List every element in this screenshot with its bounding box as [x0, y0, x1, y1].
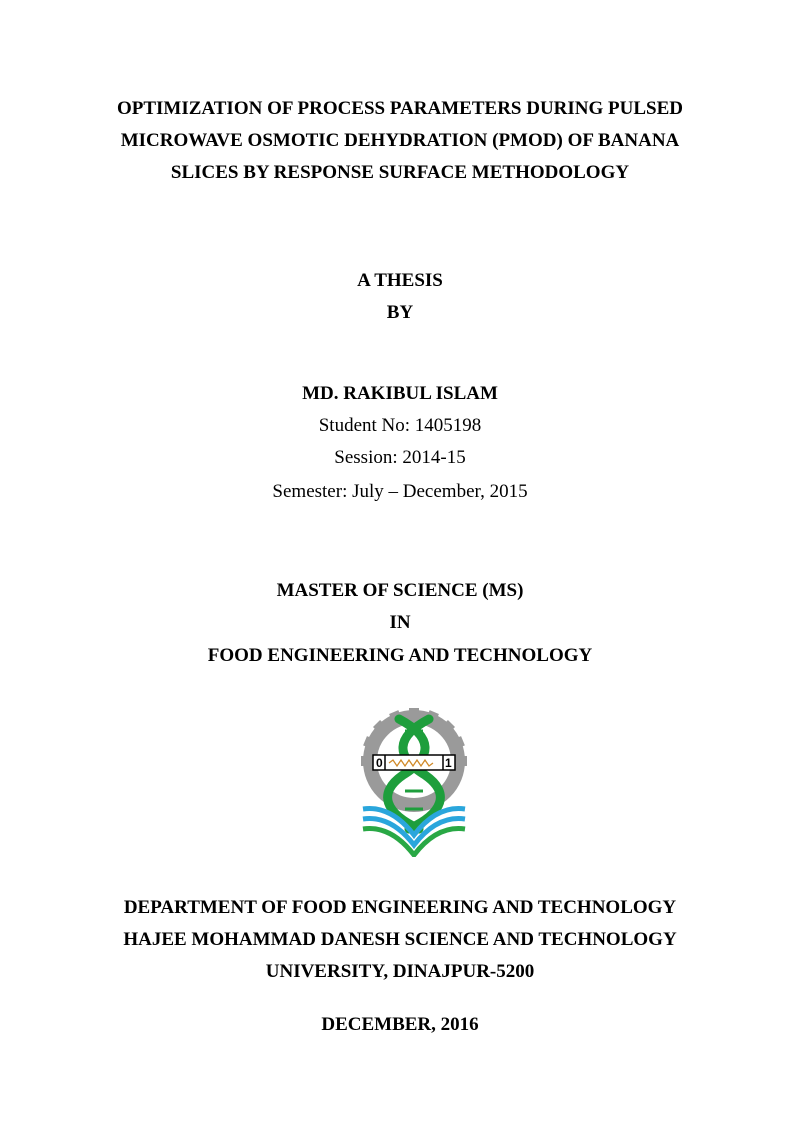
- by-label: BY: [386, 302, 414, 323]
- open-book-icon: [363, 809, 465, 855]
- logo-text-zero: 0: [376, 756, 383, 770]
- logo-text-one: 1: [445, 756, 452, 770]
- degree-field: FOOD ENGINEERING AND TECHNOLOGY: [207, 645, 593, 666]
- submission-date: DECEMBER, 2016: [321, 1014, 479, 1035]
- department-name: DEPARTMENT OF FOOD ENGINEERING AND TECHNOLOGY: [123, 897, 677, 918]
- title-line-3: SLICES BY RESPONSE SURFACE METHODOLOGY: [170, 162, 630, 183]
- thesis-label: A THESIS: [357, 270, 443, 291]
- session: Session: 2014-15: [334, 447, 466, 468]
- degree-name: MASTER OF SCIENCE (MS): [276, 580, 524, 601]
- binary-bar: [373, 755, 455, 770]
- university-name-line-1: HAJEE MOHAMMAD DANESH SCIENCE AND TECHNOLOGY: [123, 929, 677, 950]
- student-number: Student No: 1405198: [318, 415, 482, 436]
- university-name-line-2: UNIVERSITY, DINAJPUR-5200: [265, 961, 535, 982]
- degree-in-label: IN: [389, 612, 411, 633]
- title-line-1: OPTIMIZATION OF PROCESS PARAMETERS DURING PULSED: [116, 98, 683, 119]
- title-line-2: MICROWAVE OSMOTIC DEHYDRATION (PMOD) OF BANANA: [120, 130, 680, 151]
- author-name: MD. RAKIBUL ISLAM: [302, 383, 498, 404]
- semester: Semester: July – December, 2015: [272, 481, 528, 502]
- university-logo-icon: [355, 705, 473, 857]
